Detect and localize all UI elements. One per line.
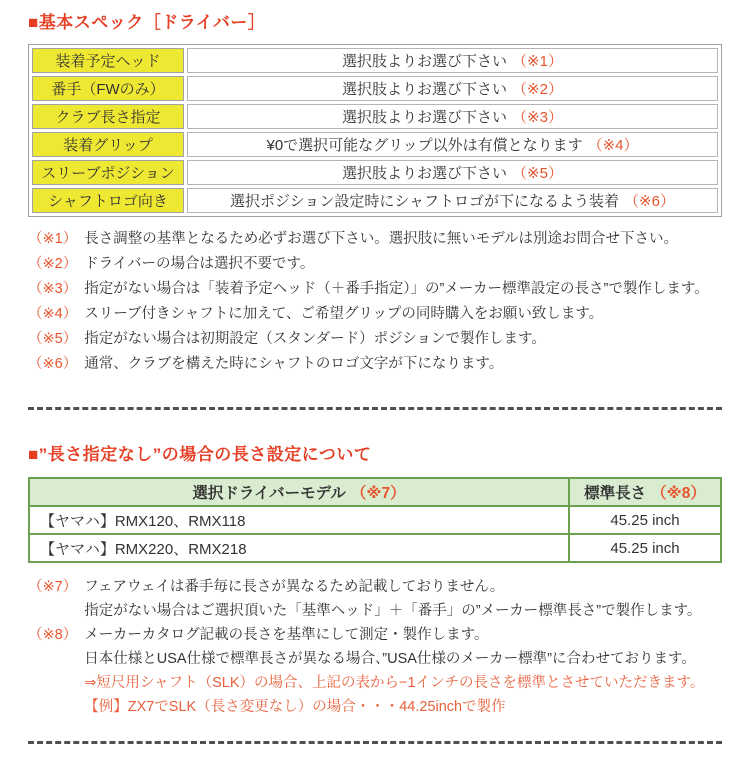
note-line: 日本仕様とUSA仕様で標準長さが異なる場合、”USA仕様のメーカー標準”に合わせております。 [84,651,696,667]
spec-row [32,188,718,213]
note-ref: （※6） [28,356,78,372]
spec-label: スリーブポジション [32,160,184,185]
note-ref-badge: （※8） [651,485,706,502]
note-7 [28,575,722,623]
spec-label: 番手（FWのみ） [32,76,184,101]
spec-value: ¥0で選択可能なグリップ以外は有償となります [266,137,583,154]
model-cell: 【ヤマハ】RMX220、RMX218 [29,534,569,562]
section1-heading: ■基本スペック［ドライバー］ [28,13,266,32]
dashed-separator-bottom [28,741,722,744]
length-table-row [29,534,721,562]
note-ref-badge: （※7） [350,485,406,502]
spec-value-cell [187,160,718,185]
spec-label: シャフトロゴ向き [32,188,184,213]
spec-row [32,132,718,157]
spec-row [32,48,718,73]
note-ref: （※7） [28,579,78,595]
spec-value-cell [187,188,718,213]
section2-heading: ■”長さ指定なし”の場合の長さ設定について [28,445,372,464]
note-ref: （※5） [28,331,78,347]
length-cell: 45.25 inch [569,534,721,562]
note-ref: （※2） [28,256,78,272]
spec-value: 選択肢よりお選び下さい [342,81,508,98]
spec-row [32,76,718,101]
model-cell: 【ヤマハ】RMX120、RMX118 [29,506,569,534]
column-header-length-label: 標準長さ [584,485,647,502]
note-text: 指定がない場合は初期設定（スタンダード）ポジションで製作します。 [84,331,546,347]
note-text [84,623,722,719]
dashed-separator [28,407,722,410]
note-ref-badge: （※3） [512,109,563,126]
section1-notes [28,230,722,373]
note-text [84,575,722,623]
note-ref-badge: （※5） [512,165,563,182]
note-line: メーカーカタログ記載の長さを基準にして測定・製作します。 [84,627,489,643]
spec-value: 選択肢よりお選び下さい [342,53,508,70]
length-table-row [29,506,721,534]
column-header-model [29,478,569,506]
note-2 [28,255,722,273]
spec-label: クラブ長さ指定 [32,104,184,129]
note-ref: （※1） [28,231,78,247]
note-text: スリーブ付きシャフトに加えて、ご希望グリップの同時購入をお願い致します。 [84,306,604,322]
note-ref: （※3） [28,281,78,297]
length-table-header-row [29,478,721,506]
note-line-highlight: 【例】ZX7でSLK（長さ変更なし）の場合・・・44.25inchで製作 [84,699,506,715]
spec-row [32,160,718,185]
note-ref-badge: （※2） [512,81,563,98]
note-ref: （※8） [28,627,78,643]
note-line: フェアウェイは番手毎に長さが異なるため記載しておりません。 [84,579,505,595]
note-line: 指定がない場合はご選択頂いた「基準ヘッド」＋「番手」の”メーカー標準長さ”で製作します。 [84,603,702,619]
note-1 [28,230,722,248]
length-table [28,477,722,563]
spec-value-cell [187,48,718,73]
note-6 [28,355,722,373]
note-5 [28,330,722,348]
note-text: 通常、クラブを構えた時にシャフトのロゴ文字が下になります。 [84,356,504,372]
note-4 [28,305,722,323]
note-text: ドライバーの場合は選択不要です。 [84,256,315,272]
spec-value: 選択ポジション設定時にシャフトロゴが下になるよう装着 [230,193,620,210]
spec-label: 装着グリップ [32,132,184,157]
note-ref: （※4） [28,306,78,322]
spec-value: 選択肢よりお選び下さい [342,109,508,126]
note-text: 指定がない場合は「装着予定ヘッド（＋番手指定）」の”メーカー標準設定の長さ”で製作します。 [84,281,709,297]
section2-notes [28,575,722,719]
spec-table [28,44,722,217]
note-ref-badge: （※4） [587,137,639,154]
note-3 [28,280,722,298]
note-8 [28,623,722,719]
note-ref-badge: （※1） [512,53,563,70]
spec-value-cell [187,132,718,157]
spec-label: 装着予定ヘッド [32,48,184,73]
spec-row [32,104,718,129]
spec-value: 選択肢よりお選び下さい [342,165,508,182]
column-header-length [569,478,721,506]
length-cell: 45.25 inch [569,506,721,534]
column-header-model-label: 選択ドライバーモデル [192,485,346,502]
note-ref-badge: （※6） [624,193,675,210]
spec-value-cell [187,76,718,101]
note-text: 長さ調整の基準となるため必ずお選び下さい。選択肢に無いモデルは別途お問合せ下さい。 [84,231,678,247]
spec-value-cell [187,104,718,129]
note-line-highlight: ⇒短尺用シャフト（SLK）の場合、上記の表から−1インチの長さを標準とさせていただきます。 [84,675,705,691]
